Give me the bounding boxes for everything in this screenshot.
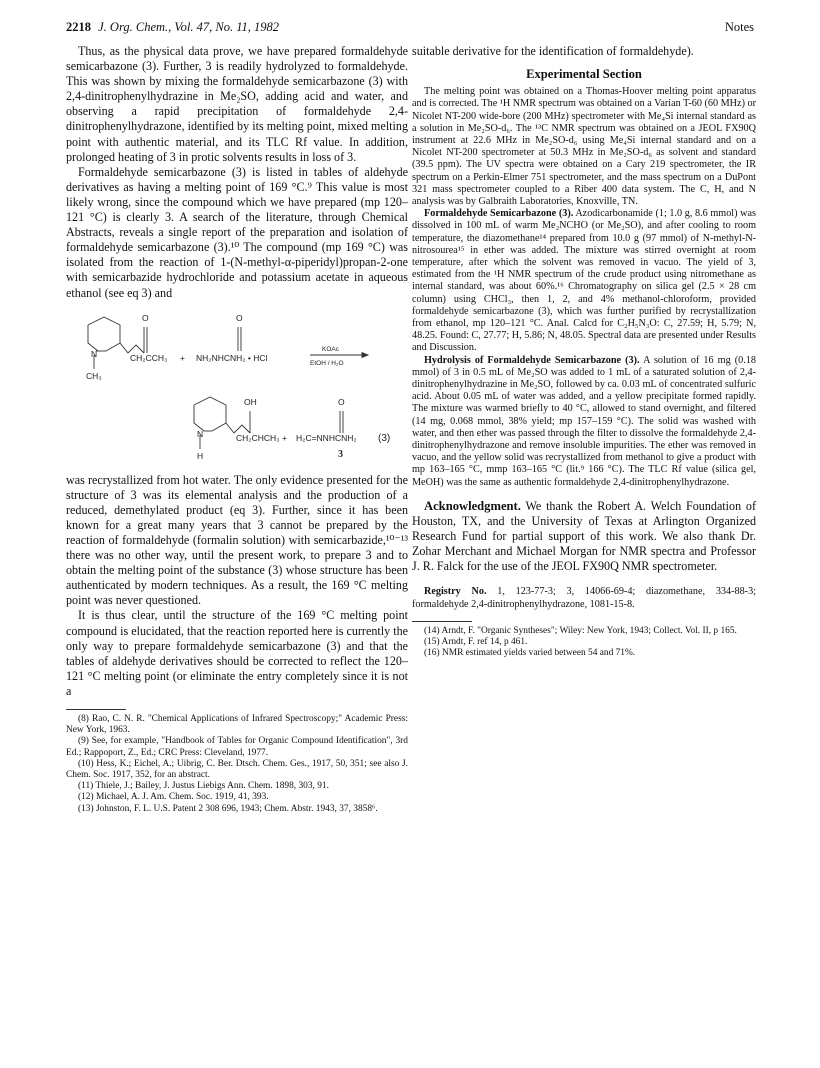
footnote-13: (13) Johnston, F. L. U.S. Patent 2 308 696, 1943; Chem. Abstr. 1943, 37, 3858⁶. [78, 803, 378, 814]
footnote-9: (9) See, for example, "Handbook of Tables for Organic Compound Identification", 3rd Ed.; Rappoport, Z., Ed.; CRC Press: Cleveland, 1977. [66, 736, 408, 758]
semicarbazide-carbonyl [238, 327, 241, 351]
equation-number: (3) [378, 432, 391, 444]
arrow-condition-bottom: EtOH / H₂O [310, 359, 344, 367]
footnote-8: (8) Rao, C. N. R. "Chemical Applications of Infrared Spectroscopy;" Academic Press: New York, 1963. [66, 714, 408, 736]
reactant-nitrogen: N [91, 348, 98, 359]
product-hydroxyl: OH [244, 396, 257, 407]
registry-text: 1, 123-77-3; 3, 14066-69-4; diazomethane, 334-88-3; formaldehyde 2,4-dinitrophenylhydrazone, 1081-15-8. [412, 586, 756, 610]
reactant-methyl: CH₃ [86, 370, 102, 381]
running-header [66, 20, 754, 38]
section-name: Notes [724, 20, 754, 34]
reactant-oxygen: O [142, 312, 149, 323]
plus-sign-2: + [282, 432, 287, 443]
footnote-rule-right [412, 621, 472, 622]
footnote-rule [66, 709, 126, 710]
acknowledgment-title: Acknowledgment. [424, 498, 521, 513]
footnote-10: (10) Hess, K.; Eichel, A.; Uibrig, C. Ber. Dtsch. Chem. Ges., 1917, 50, 351; see also J. Chem. Soc. 1917, 352, for an abstract. [66, 758, 408, 781]
registry-title: Registry No. [424, 586, 487, 598]
page-number: 2218 [66, 20, 91, 34]
acknowledgment-text: We thank the Robert A. Welch Foundation of Houston, TX, and the University of Texas at Arlington Organized Research Fund for partial support of this work. We also thank Dr. Zohar Merchant and Michael Morgan for NMR spectra and Professor J. R. Falck for the use of the JEOL FX90Q NMR spectrometer. [412, 498, 756, 574]
reaction-scheme-eq3 [66, 307, 408, 467]
registry-numbers [412, 586, 756, 610]
body-paragraph-4: It is thus clear, until the structure of the 169 °C melting point compound is elucidated, that the reaction reported here is currently the only way to prepare formaldehyde semicarbazone (3) and that the tables of aldehyde derivatives should be corrected to reflect the 120–121 °C melting point (or eliminate the entry completely since it is not a [66, 608, 408, 698]
reactant-side-chain: CH₂CCH₃ [130, 352, 168, 363]
arrow-condition-top: KOAc [322, 345, 339, 353]
reagent-semicarbazide: NH₂NHCNH₂ • HCl [196, 352, 268, 363]
footnote-15: (15) Arndt, F. ref 14, p 461. [424, 637, 528, 648]
experimental-paragraph-2-title: Formaldehyde Semicarbazone (3). [424, 208, 574, 220]
acknowledgment [412, 499, 756, 574]
product-formaldehyde-semicarbazone: H₂C=NNHCNH₂ [296, 432, 357, 443]
experimental-paragraph-3-text: A solution of 16 mg (0.18 mmol) of 3 in 0.5 mL of Me₂SO was added to 1 mL of a saturated solution of 2,4-dinitrophenylhydrazine in Me₂SO, followed by ca. 0.03 mL of concentrated sulfuric acid. About 0.05 mL of water was added, and a yellow precipitate formed rapidly. The mixture was warmed briefly to 40 °C, allowed to stand overnight, and filtered (14 mg, 0.068 mmol, 38% yield; mp 157–159 °C). The solid was washed with water, and then ether was passed through the filter to dissolve the formaldehyde 2,4-dinitrophenylhydrazone and remove insoluble impurities. The ether was removed in vacuo, and the yellow solid was recrystallized from methanol to give a product with mp 163–165 °C, mmp 163–165 °C (lit.⁹ 166 °C). The TLC Rf value (silica gel, MeOH) was the same as authentic formaldehyde 2,4-dinitrophenylhydrazone. [412, 354, 756, 488]
product-side-chain: CH₂CHCH₃ [236, 432, 280, 443]
footnote-12: (12) Michael, A. J. Am. Chem. Soc. 1919, 41, 393. [78, 792, 269, 803]
body-paragraph-2: Formaldehyde semicarbazone (3) is listed in tables of aldehyde derivatives as having a melting point of 169 °C.⁹ This value is most likely wrong, since the compound which we have prepared (mp 120–121 °C) is clearly 3. A search of the literature, through Chemical Abstracts, reveals a single report of the preparation and isolation of formaldehyde semicarbazone (3).¹⁰ The compound (mp 169 °C) was isolated from the reaction of 1-(N-methyl-α-piperidyl)propan-2-one with semicarbazide hydrochloride and potassium acetate in aqueous ethanol (see eq 3) and [66, 164, 408, 300]
journal-citation: J. Org. Chem., Vol. 47, No. 11, 1982 [98, 20, 280, 34]
footnote-14: (14) Arndt, F. "Organic Syntheses"; Wiley: New York, 1943; Collect. Vol. II, p 165. [424, 625, 737, 636]
experimental-paragraph-1: The melting point was obtained on a Thomas-Hoover melting point apparatus and is corrected. The ¹H NMR spectrum was obtained on a Varian T-60 (60 MHz) or Nicolet NT-200 wide-bore (200 MHz) spectrometer with Me₄Si internal standard as a solution in Me₂SO-d₆. The ¹³C NMR spectrum was obtained on a JEOL FX90Q instrument at 22.6 MHz in Me₂SO-d₆ using Me₄Si internal standard and on a Nicolet NT-200 spectrometer at 50.3 MHz in Me₂SO-d₆ as solvent and standard (39.5 ppm). The UV spectra were obtained on a Cary 219 spectrometer, the IR spectrum on a Perkin-Elmer 751 spectrometer, and the mass spectrum on a DuPont 321 mass spectrometer coupled to a Riber 400 data system. The C, H, and N analysis was by Galbraith Laboratories, Knoxville, TN. [412, 86, 756, 207]
experimental-paragraph-3-title: Hydrolysis of Formaldehyde Semicarbazone (3). [424, 354, 640, 366]
body-paragraph-1: Thus, as the physical data prove, we have prepared formaldehyde semicarbazone (3). Further, 3 is readily hydrolyzed to formaldehyde. This was shown by mixing the formaldehyde semicarbazone (3) with 2,4-dinitrophenylhydrazine in Me₂SO, adding acid and water, and observing a rapid precipitation of formaldehyde 2,4-dinitrophenylhydrazone, identified by its melting point, mixed melting point with authentic material, and its TLC Rf value. In addition, prolonged heating of 3 in protic solvents results in loss of 3. [66, 44, 408, 164]
body-paragraph-continued: suitable derivative for the identification of formaldehyde). [412, 44, 694, 58]
reaction-arrow [310, 352, 368, 357]
reaction-scheme-drawing [66, 307, 408, 467]
product-hydrogen: H [197, 450, 204, 461]
footnote-11: (11) Thiele, J.; Bailey, J. Justus Liebigs Ann. Chem. 1898, 303, 91. [78, 781, 329, 792]
right-column [412, 44, 756, 660]
plus-sign-1: + [180, 352, 185, 363]
experimental-paragraph-2 [412, 208, 756, 354]
left-column [66, 44, 408, 815]
product2-oxygen: O [338, 396, 345, 407]
footnote-16: (16) NMR estimated yields varied between 54 and 71%. [424, 648, 636, 659]
body-paragraph-3: was recrystallized from hot water. The only evidence presented for the structure of 3 was its elemental analysis and the production of a reduced, demethylated product (eq 3). Further, since it has been known for a great many years that 3 cannot be prepared by the reaction of formaldehyde (formalin solution) with semicarbazide,¹⁰⁻¹³ there was no other way, until the present work, to prepare 3 and to obtain the melting point of the substance (3) whose structure has been authenticated by modern techniques. As a result, the 169 °C melting point was never questioned. [66, 472, 408, 608]
reagent-oxygen: O [236, 312, 243, 323]
experimental-paragraph-2-text: Azodicarbonamide (1; 1.0 g, 8.6 mmol) was dissolved in 100 mL of warm Me₂NCHO (or Me₂SO), and after cooling to room temperature, the diazomethane¹⁴ prepared from 10.0 g (97 mmol) of N-methyl-N-nitrosourea¹⁵ in ether was added. The mixture was stirred overnight at room temperature, after which the solvent was removed in vacuo. The yield of 3, estimated from the ¹H NMR spectrum of the crude product using nitromethane as internal standard, was about 60%.¹⁶ Chromatography on silica gel (2.5 × 28 cm column) using CHCl₃, then 1, 2, and 4% methanol-chloroform, provided formaldehyde semicarbazone (3), which was further purified by recrystallization from ethanol, mp 120–121 °C. Anal. Calcd for C₂H₅N₃O: C, 27.59; H, 5.79; N, 48.25. Found: C, 27.77; H, 5.86; N, 48.05. Spectral data are presented under Results and Discussion. [412, 208, 756, 354]
experimental-paragraph-3 [412, 355, 756, 489]
product-nitrogen: N [197, 428, 204, 439]
experimental-section-title: Experimental Section [526, 67, 642, 82]
compound-number-3: 3 [338, 448, 343, 460]
